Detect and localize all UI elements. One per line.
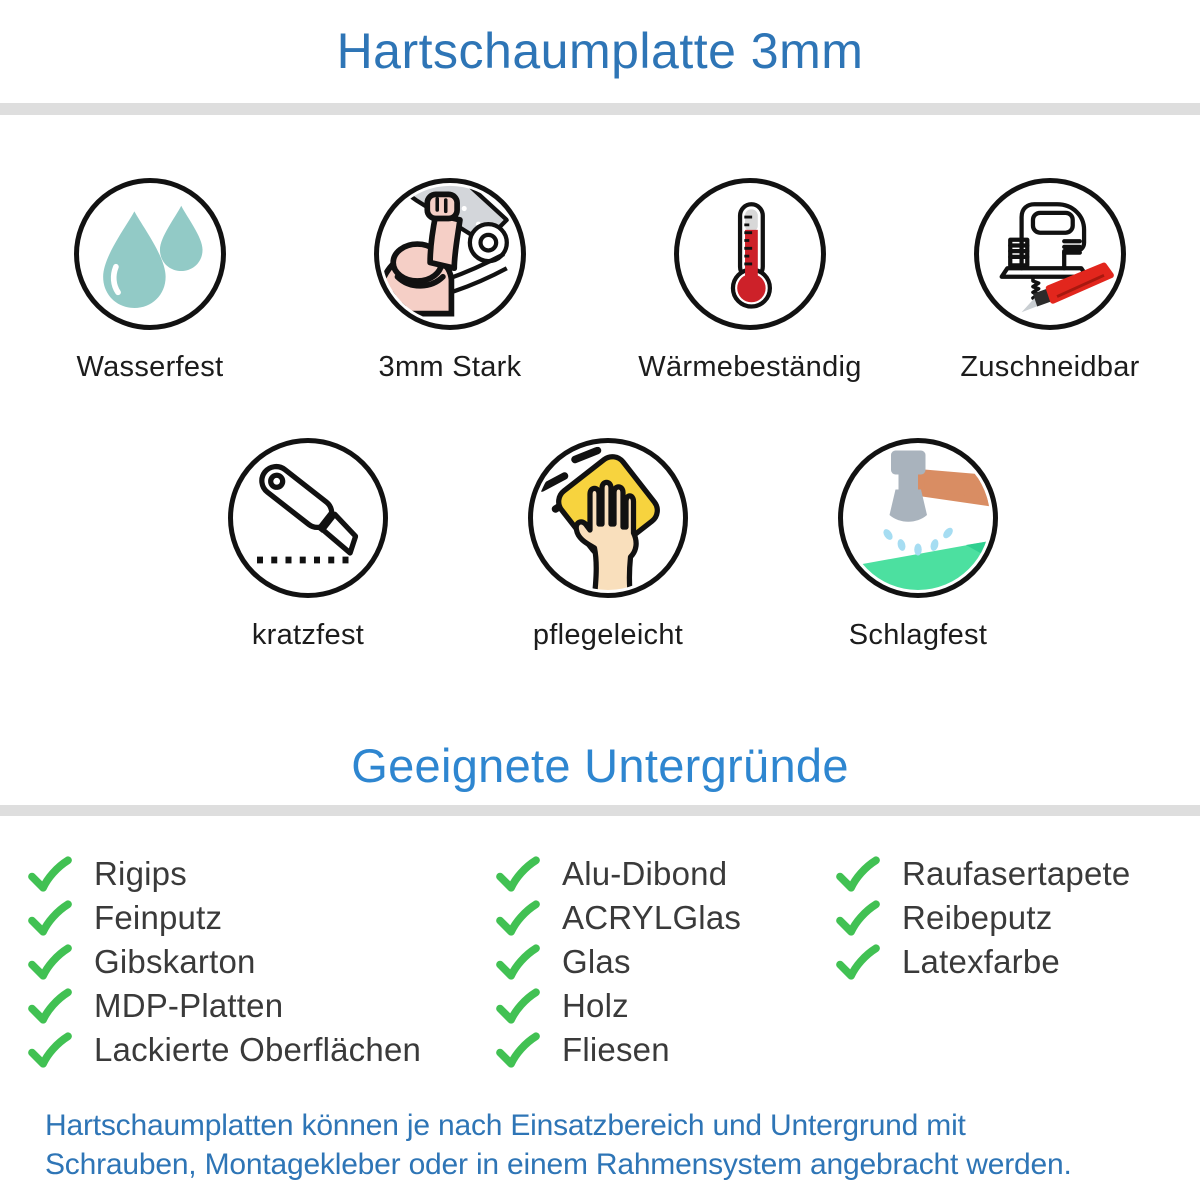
list-item	[836, 852, 1130, 896]
check-icon	[28, 900, 72, 936]
list-item	[496, 1028, 741, 1072]
divider-top	[0, 103, 1200, 115]
check-icon	[28, 1032, 72, 1068]
feature-pflegeleicht	[458, 438, 758, 652]
feature-label: Wärmebeständig	[638, 351, 862, 383]
check-icon	[28, 856, 72, 892]
divider-mid	[0, 805, 1200, 816]
feature-3mm-stark	[300, 178, 600, 384]
substrate-label: Raufasertapete	[902, 855, 1131, 892]
list-item	[28, 940, 421, 984]
substrates-column-3	[836, 852, 1130, 984]
check-icon	[496, 944, 540, 980]
hand-wiping-cloth-icon	[528, 438, 688, 598]
check-icon	[836, 856, 880, 892]
flexing-arm-board-icon	[374, 178, 526, 330]
feature-label: 3mm Stark	[378, 351, 522, 383]
utility-knife-icon	[228, 438, 388, 598]
hammer-impact-icon	[838, 438, 998, 598]
substrate-label: Gibskarton	[94, 943, 256, 980]
substrates-title: Geeignete Untergründe	[351, 739, 849, 792]
thermometer-icon	[674, 178, 826, 330]
check-icon	[496, 900, 540, 936]
check-icon	[836, 944, 880, 980]
feature-label: Wasserfest	[76, 351, 224, 383]
feature-label: pflegeleicht	[532, 619, 684, 651]
check-icon	[28, 944, 72, 980]
substrate-label: ACRYLGlas	[562, 899, 742, 936]
substrate-label: Rigips	[94, 855, 187, 892]
footer-line-2: Schrauben, Montagekleber oder in einem Rahmensystem angebracht werden.	[45, 1148, 1072, 1181]
water-drops-icon	[74, 178, 226, 330]
list-item	[28, 984, 421, 1028]
page-title: Hartschaumplatte 3mm	[336, 23, 864, 79]
footer-note	[45, 1106, 1170, 1184]
jigsaw-cutter-icon	[974, 178, 1126, 330]
list-item	[28, 1028, 421, 1072]
check-icon	[836, 900, 880, 936]
check-icon	[496, 856, 540, 892]
list-item	[836, 940, 1130, 984]
feature-label: Schlagfest	[848, 619, 988, 651]
substrate-label: Latexfarbe	[902, 943, 1060, 980]
feature-schlagfest	[768, 438, 1068, 652]
list-item	[496, 852, 741, 896]
check-icon	[28, 988, 72, 1024]
feature-waermebestaendig	[600, 178, 900, 384]
substrate-label: MDP-Platten	[94, 987, 284, 1024]
substrate-label: Glas	[562, 943, 631, 980]
feature-label: kratzfest	[251, 619, 365, 651]
feature-zuschneidbar	[900, 178, 1200, 384]
check-icon	[496, 1032, 540, 1068]
feature-kratzfest	[158, 438, 458, 652]
list-item	[496, 984, 741, 1028]
substrates-column-1	[28, 852, 421, 1072]
footer-line-1: Hartschaumplatten können je nach Einsatzbereich und Untergrund mit	[45, 1109, 966, 1142]
substrate-label: Holz	[562, 987, 629, 1024]
check-icon	[496, 988, 540, 1024]
feature-wasserfest	[0, 178, 300, 384]
list-item	[836, 896, 1130, 940]
list-item	[496, 940, 741, 984]
substrates-column-2	[496, 852, 741, 1072]
substrate-label: Alu-Dibond	[562, 855, 728, 892]
substrate-label: Fliesen	[562, 1031, 670, 1068]
substrate-label: Feinputz	[94, 899, 223, 936]
list-item	[28, 896, 421, 940]
substrate-label: Reibeputz	[902, 899, 1053, 936]
list-item	[496, 896, 741, 940]
list-item	[28, 852, 421, 896]
feature-label: Zuschneidbar	[960, 351, 1140, 383]
substrate-label: Lackierte Oberflächen	[94, 1031, 422, 1068]
